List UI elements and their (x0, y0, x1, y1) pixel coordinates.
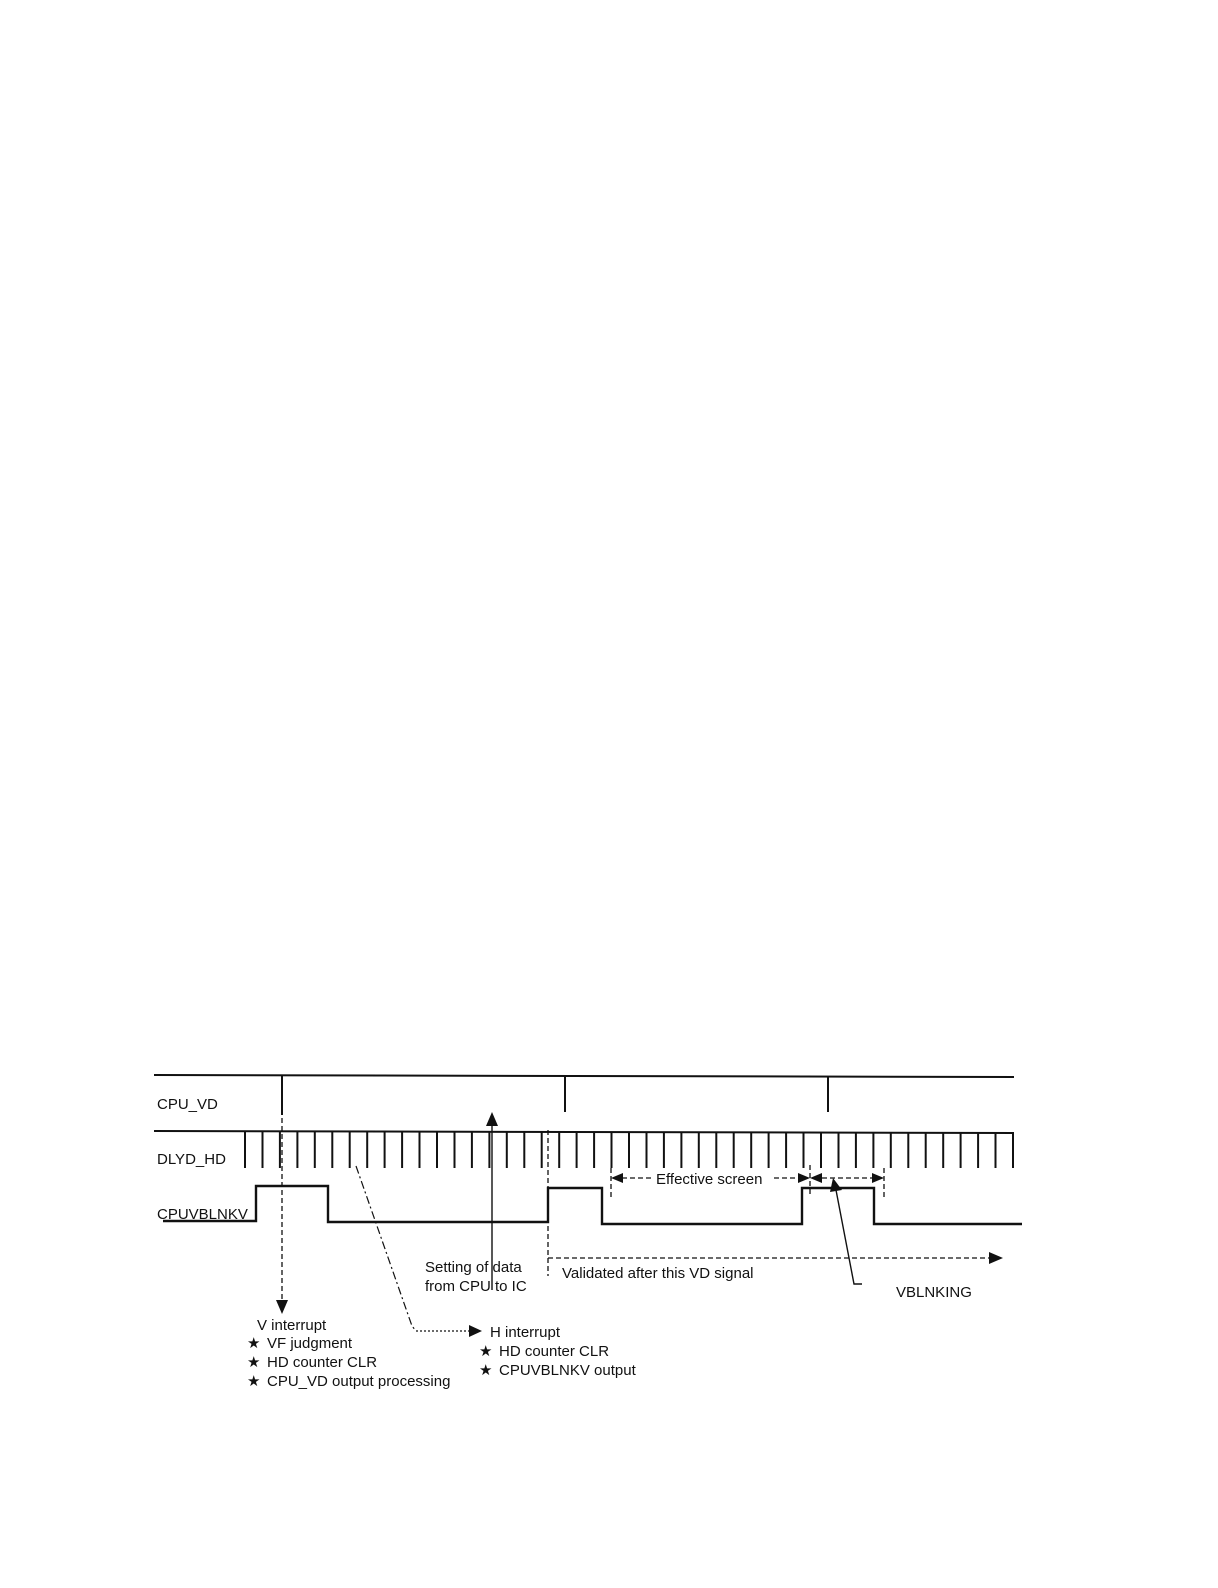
v-interrupt-bullet-1: ★ (247, 1335, 261, 1352)
h-interrupt-arrow (356, 1166, 482, 1337)
hd-pulse-ticks (245, 1132, 1013, 1168)
setting-data-line2: from CPU to IC (425, 1278, 527, 1295)
h-interrupt-item-2: CPUVBLNKV output (499, 1362, 636, 1379)
validated-label: Validated after this VD signal (562, 1265, 754, 1282)
v-interrupt-title: V interrupt (257, 1317, 327, 1334)
dlyd-hd-waveform (154, 1131, 1014, 1168)
vblnking-pointer (830, 1178, 862, 1284)
h-interrupt-item-1: HD counter CLR (499, 1343, 610, 1360)
v-interrupt-item-2: HD counter CLR (267, 1354, 378, 1371)
h-interrupt-bullet-1: ★ (479, 1343, 493, 1360)
validated-arrow (548, 1130, 1003, 1276)
v-interrupt-item-1: VF judgment (267, 1335, 353, 1352)
v-interrupt-item-3: CPU_VD output processing (267, 1373, 451, 1390)
effective-screen-label: Effective screen (656, 1171, 763, 1188)
cpuvblnkv-label: CPUVBLNKV (157, 1206, 248, 1223)
dlyd-hd-label: DLYD_HD (157, 1151, 226, 1168)
v-interrupt-bullet-3: ★ (247, 1373, 261, 1390)
v-interrupt-arrow (276, 1118, 288, 1314)
h-interrupt-bullet-2: ★ (479, 1362, 493, 1379)
cpu-vd-label: CPU_VD (157, 1096, 218, 1113)
h-interrupt-title: H interrupt (490, 1324, 561, 1341)
cpuvblnkv-waveform (163, 1186, 1022, 1224)
setting-data-line1: Setting of data (425, 1259, 522, 1276)
vblnking-label: VBLNKING (896, 1284, 972, 1301)
v-interrupt-bullet-2: ★ (247, 1354, 261, 1371)
cpu-vd-waveform (154, 1075, 1014, 1115)
